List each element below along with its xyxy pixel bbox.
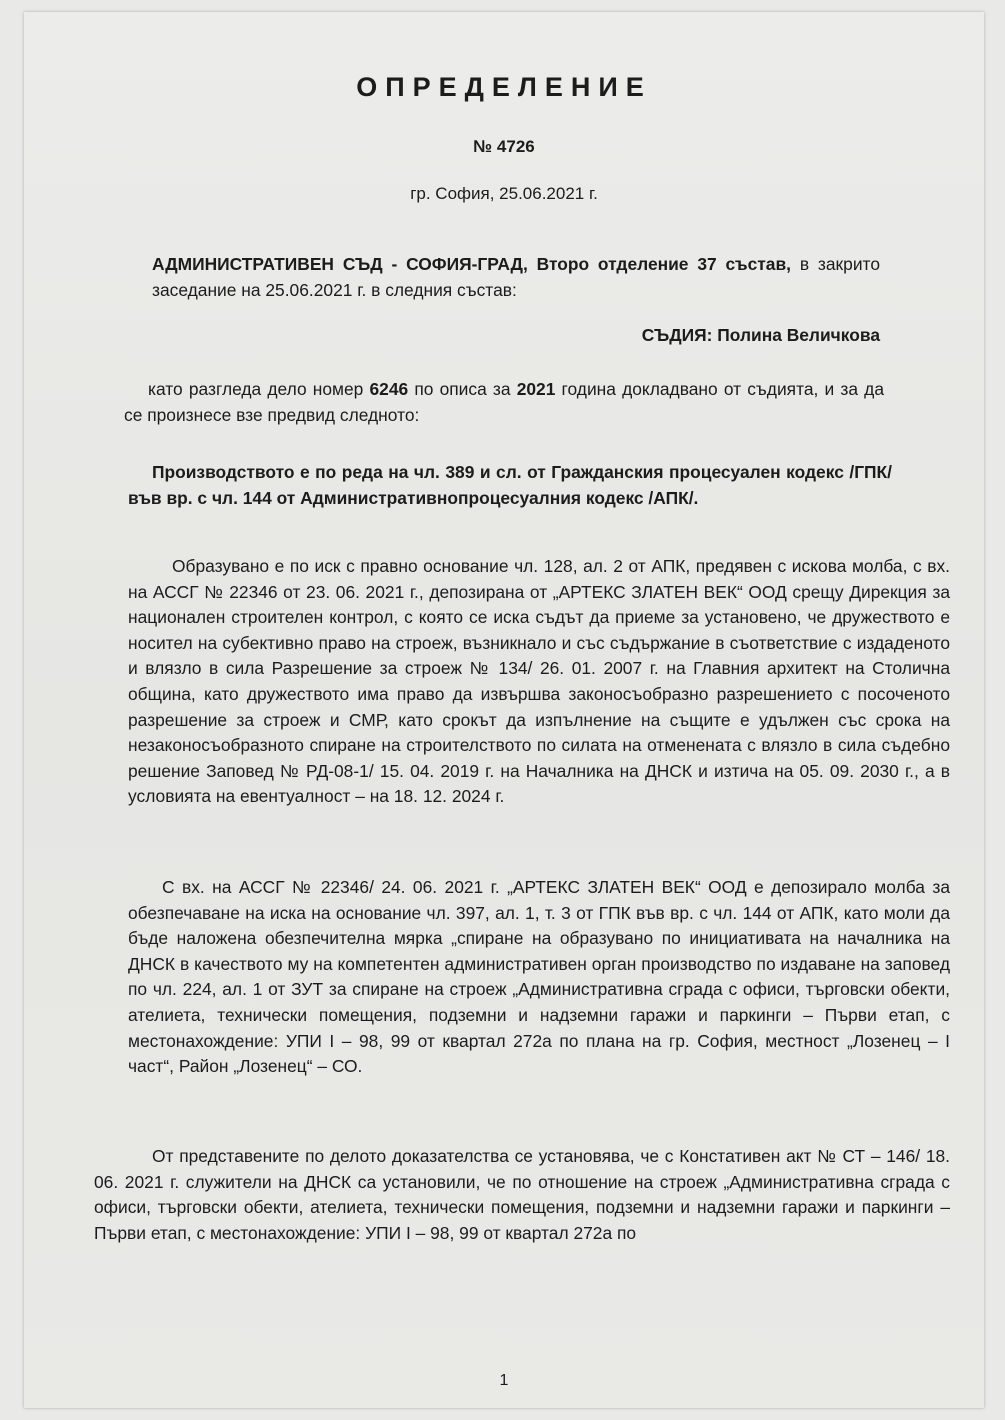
document-page — [24, 12, 984, 1408]
case-paragraph — [124, 377, 884, 428]
court-paragraph — [152, 252, 880, 303]
court-name: АДМИНИСТРАТИВЕН СЪД - СОФИЯ-ГРАД, Второ отделение 37 състав, — [152, 254, 791, 274]
judge-line: СЪДИЯ: Полина Величкова — [641, 325, 880, 345]
case-text-c: година докладвано от съдията, и за да се произнесе взе предвид следното: — [124, 379, 884, 425]
court-session: в закрито заседание на 25.06.2021 г. в следния състав: — [152, 254, 880, 300]
body-paragraph-3: От представените по делото доказателства се установява, че с Констативен акт № СТ – 146/ 18. 06. 2021 г. служители на ДНСК са установили, че по отношение на строеж „Административна сграда с офиси, търговски обекти, ателиета, технически помещения, подземни и надземни гаражи и паркинги – Първи етап, с местонахождение: УПИ I – 98, 99 от квартал 272а по — [94, 1146, 950, 1243]
case-year: 2021 — [516, 379, 556, 399]
document-title: ОПРЕДЕЛЕНИЕ — [356, 72, 652, 102]
case-text-a: като разгледа дело номер — [148, 379, 370, 399]
proceedings-paragraph: Производството е по реда на чл. 389 и сл. от Гражданския процесуален кодекс /ГПК/ във вр. с чл. 144 от Административнопроцесуалния кодекс /АПК/. — [128, 462, 892, 508]
body-paragraph-1: Образувано е по иск с правно основание чл. 128, ал. 2 от АПК, предявен с искова молба, с вх. на АССГ № 22346 от 23. 06. 2021 г., депозирана от „АРТЕКС ЗЛАТЕН ВЕК“ ООД срещу Дирекция за национален строителен контрол, с която се иска съдът да приеме за установено, че дружеството е носител на субективно право на строеж, възникнало и със съдържание в съответствие с издаденото и влязло в сила Разрешение за строеж № 134/ 26. 01. 2007 г. на Главния архитект на Столична община, като дружеството има право да извършва законосъобразно разрешението с посоченото разрешение за строеж и СМР, като срокът да изпълнение на същите е удължен със срока на незаконосъобразното спиране на строителството по силата на отменената с влязло в сила съдебно решение Заповед № РД-08-1/ 15. 04. 2019 г. на Началника на ДНСК и изтича на 05. 09. 2030 г., а в условията на евентуалност – на 18. 12. 2024 г. — [128, 556, 950, 807]
case-number: 6246 — [369, 379, 409, 399]
page-number: 1 — [499, 1372, 509, 1389]
place-date: гр. София, 25.06.2021 г. — [410, 184, 598, 203]
document-number: № 4726 — [473, 137, 535, 156]
case-text-b: по описа за — [408, 379, 517, 399]
body-paragraph-2: С вх. на АССГ № 22346/ 24. 06. 2021 г. „АРТЕКС ЗЛАТЕН ВЕК“ ООД е депозирало молба за обезпечаване на иска на основание чл. 397, ал. 1, т. 3 от ГПК във вр. с чл. 144 от АПК, като моли да бъде наложена обезпечителна мярка „спиране на образувано по инициативата на началника на ДНСК в качеството му на компетентен административен орган производство по издаване на заповед по чл. 224, ал. 1 от ЗУТ за спиране на строеж „Административна сграда с офиси, търговски обекти, ателиета, технически помещения, подземни и надземни гаражи и паркинги – Първи етап, с местонахождение: УПИ I – 98, 99 от квартал 272а по плана на гр. София, местност „Лозенец – I част“, Район „Лозенец“ – СО. — [128, 877, 950, 1077]
